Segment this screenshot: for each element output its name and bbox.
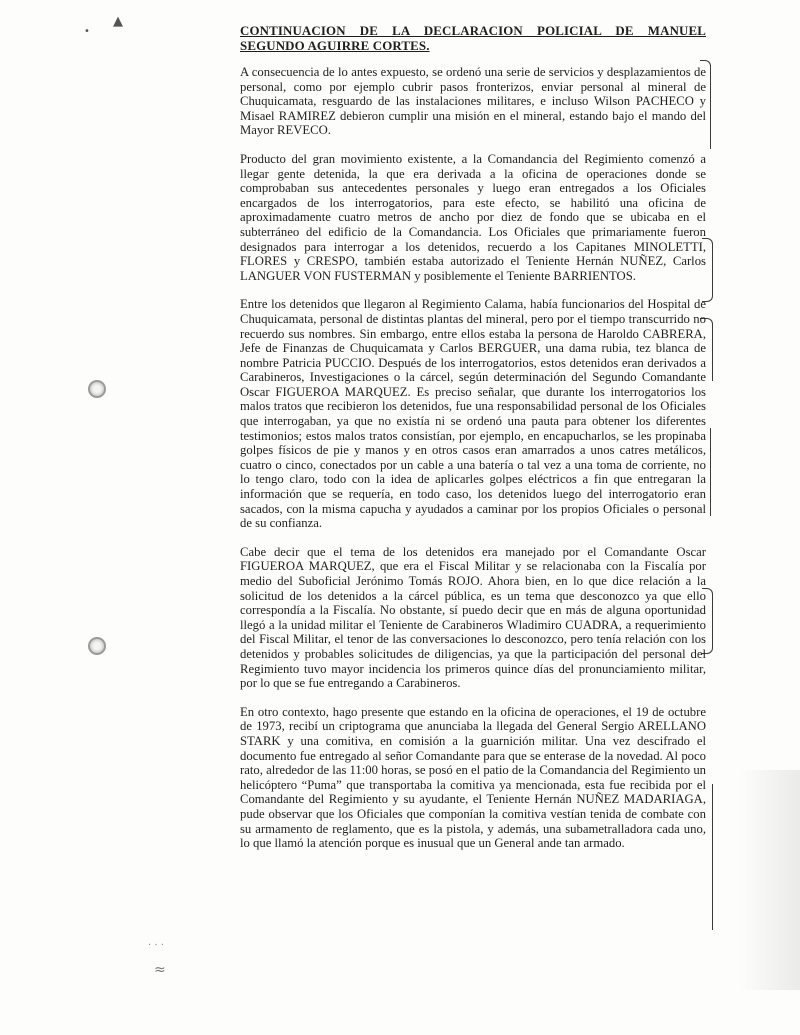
paragraph-3: Entre los detenidos que llegaron al Regimiento Calama, había funcionarios del Hospital de Chuquicamata, personal de distintas plantas del mineral, pero por el tiempo transcurrido no recuerdo sus nombres. Sin embargo, entre ellos estaba la persona de Haroldo CABRERA, Jefe de Finanzas de Chuquicamata y Carlos BERGUER, una dama rubia, tez blanca de nombre Patricia PUCCIO. Después de los interrogatorios, estos detenidos eran derivados a Carabineros, Investigaciones o la cárcel, según determinación del Segundo Comandante Oscar FIGUEROA MARQUEZ. Es preciso señalar, que durante los interrogatorios los malos tratos que recibieron los detenidos, fue una responsabilidad personal de los Oficiales que interrogaban, ya que no existía ni se ordenó una pauta para obtener los diferentes testimonios; estos malos tratos consistían, por ejemplo, en encapucharlos, se les propinaba golpes físicos de pie y manos y en otros casos eran amarrados a unos catres metálicos, cuatro o cinco, conectados por un cable a una batería o tal vez a una toma de corriente, no lo tengo claro, todo con la idea de aplicarles golpes eléctricos a fin que entregaran la información que se requería, en todo caso, los detenidos luego del interrogatorio eran sacados, con la misma capucha y ayudados a caminar por los propios Oficiales o personal de su confianza. — [240, 297, 706, 531]
paragraph-1: A consecuencia de lo antes expuesto, se ordenó una serie de servicios y desplazamientos de personal, como por ejemplo cubrir pasos fronterizos, enviar personal al mineral de Chuquicamata, resguardo de las instalaciones militares, e incluso Wilson PACHECO y Misael RAMIREZ debieron cumplir una misión en el mineral, estando bajo el mando del Mayor REVECO. — [240, 65, 706, 138]
smudge-mark: ≈ — [154, 962, 166, 978]
punch-hole-top — [88, 380, 106, 398]
document-body — [240, 24, 706, 865]
punch-hole-bottom — [88, 637, 106, 655]
paragraph-2: Producto del gran movimiento existente, a la Comandancia del Regimiento comenzó a llegar gente detenida, la que era derivada a la oficina de operaciones donde se comprobaban sus antecedentes personales y luego eran entregados a los Oficiales encargados de los interrogatorios, para este efecto, se habilitó una oficina de aproximadamente cuatro metros de ancho por diez de fondo que se ubicaba en el subterráneo del edificio de la Comandancia. Los Oficiales que primariamente fueron designados para interrogar a los detenidos, recuerdo a los Capitanes MINOLETTI, FLORES y CRESPO, también estaba autorizado el Teniente Hernán NUÑEZ, Carlos LANGUER VON FUSTERMAN y posiblemente el Teniente BARRIENTOS. — [240, 151, 706, 283]
paragraph-5: En otro contexto, hago presente que estando en la oficina de operaciones, el 19 de octubre de 1973, recibí un criptograma que anunciaba la llegada del General Sergio ARELLANO STARK y una comitiva, en comisión a la guarnición militar. Una vez descifrado el documento fue entregado al señor Comandante para que se enterase de la novedad. Al poco rato, alrededor de las 11:00 horas, se posó en el patio de la Comandancia del Regimiento un helicóptero “Puma” que transportaba la comitiva ya mencionada, esta fue recibida por el Comandante del Regimiento y su ayudante, el Teniente Hernán NUÑEZ MADARIAGA, pude observar que los Oficiales que componían la comitiva vestían tenida de combate con su armamento de reglamento, que es la pistola, y además, una subametralladora cada uno, lo que llamó la atención porque es inusual que un General ande tan armado. — [240, 704, 707, 851]
smudge-mark: · ⋅ · — [148, 940, 164, 951]
paragraph-4: Cabe decir que el tema de los detenidos era manejado por el Comandante Oscar FIGUEROA MARQUEZ, que era el Fiscal Militar y se relacionaba con la Fiscalía por medio del Suboficial Jerónimo Tomás ROJO. Ahora bien, en lo que dice relación a la solicitud de los detenidos a la cárcel pública, es un tema que desconozco ya que ello correspondía a la Fiscalía. No obstante, sí puedo decir que en más de alguna oportunidad llegó a la unidad militar el Teniente de Carabineros Wladimiro CUADRA, a requerimiento del Fiscal Militar, el tenor de las conversaciones lo desconozco, pero tenía relación con los detenidos y probables solicitudes de diligencias, ya que la participación del personal del Regimiento tuvo mayor incidencia los primeros quince días del pronunciamiento militar, por lo que se fue entregando a Carabineros. — [240, 544, 706, 691]
document-title: CONTINUACION DE LA DECLARACION POLICIAL DE MANUEL SEGUNDO AGUIRRE CORTES. — [240, 24, 706, 53]
speck-mark: • — [84, 26, 90, 37]
corner-mark: ▲ — [113, 14, 123, 29]
scan-edge-shadow — [740, 770, 800, 990]
